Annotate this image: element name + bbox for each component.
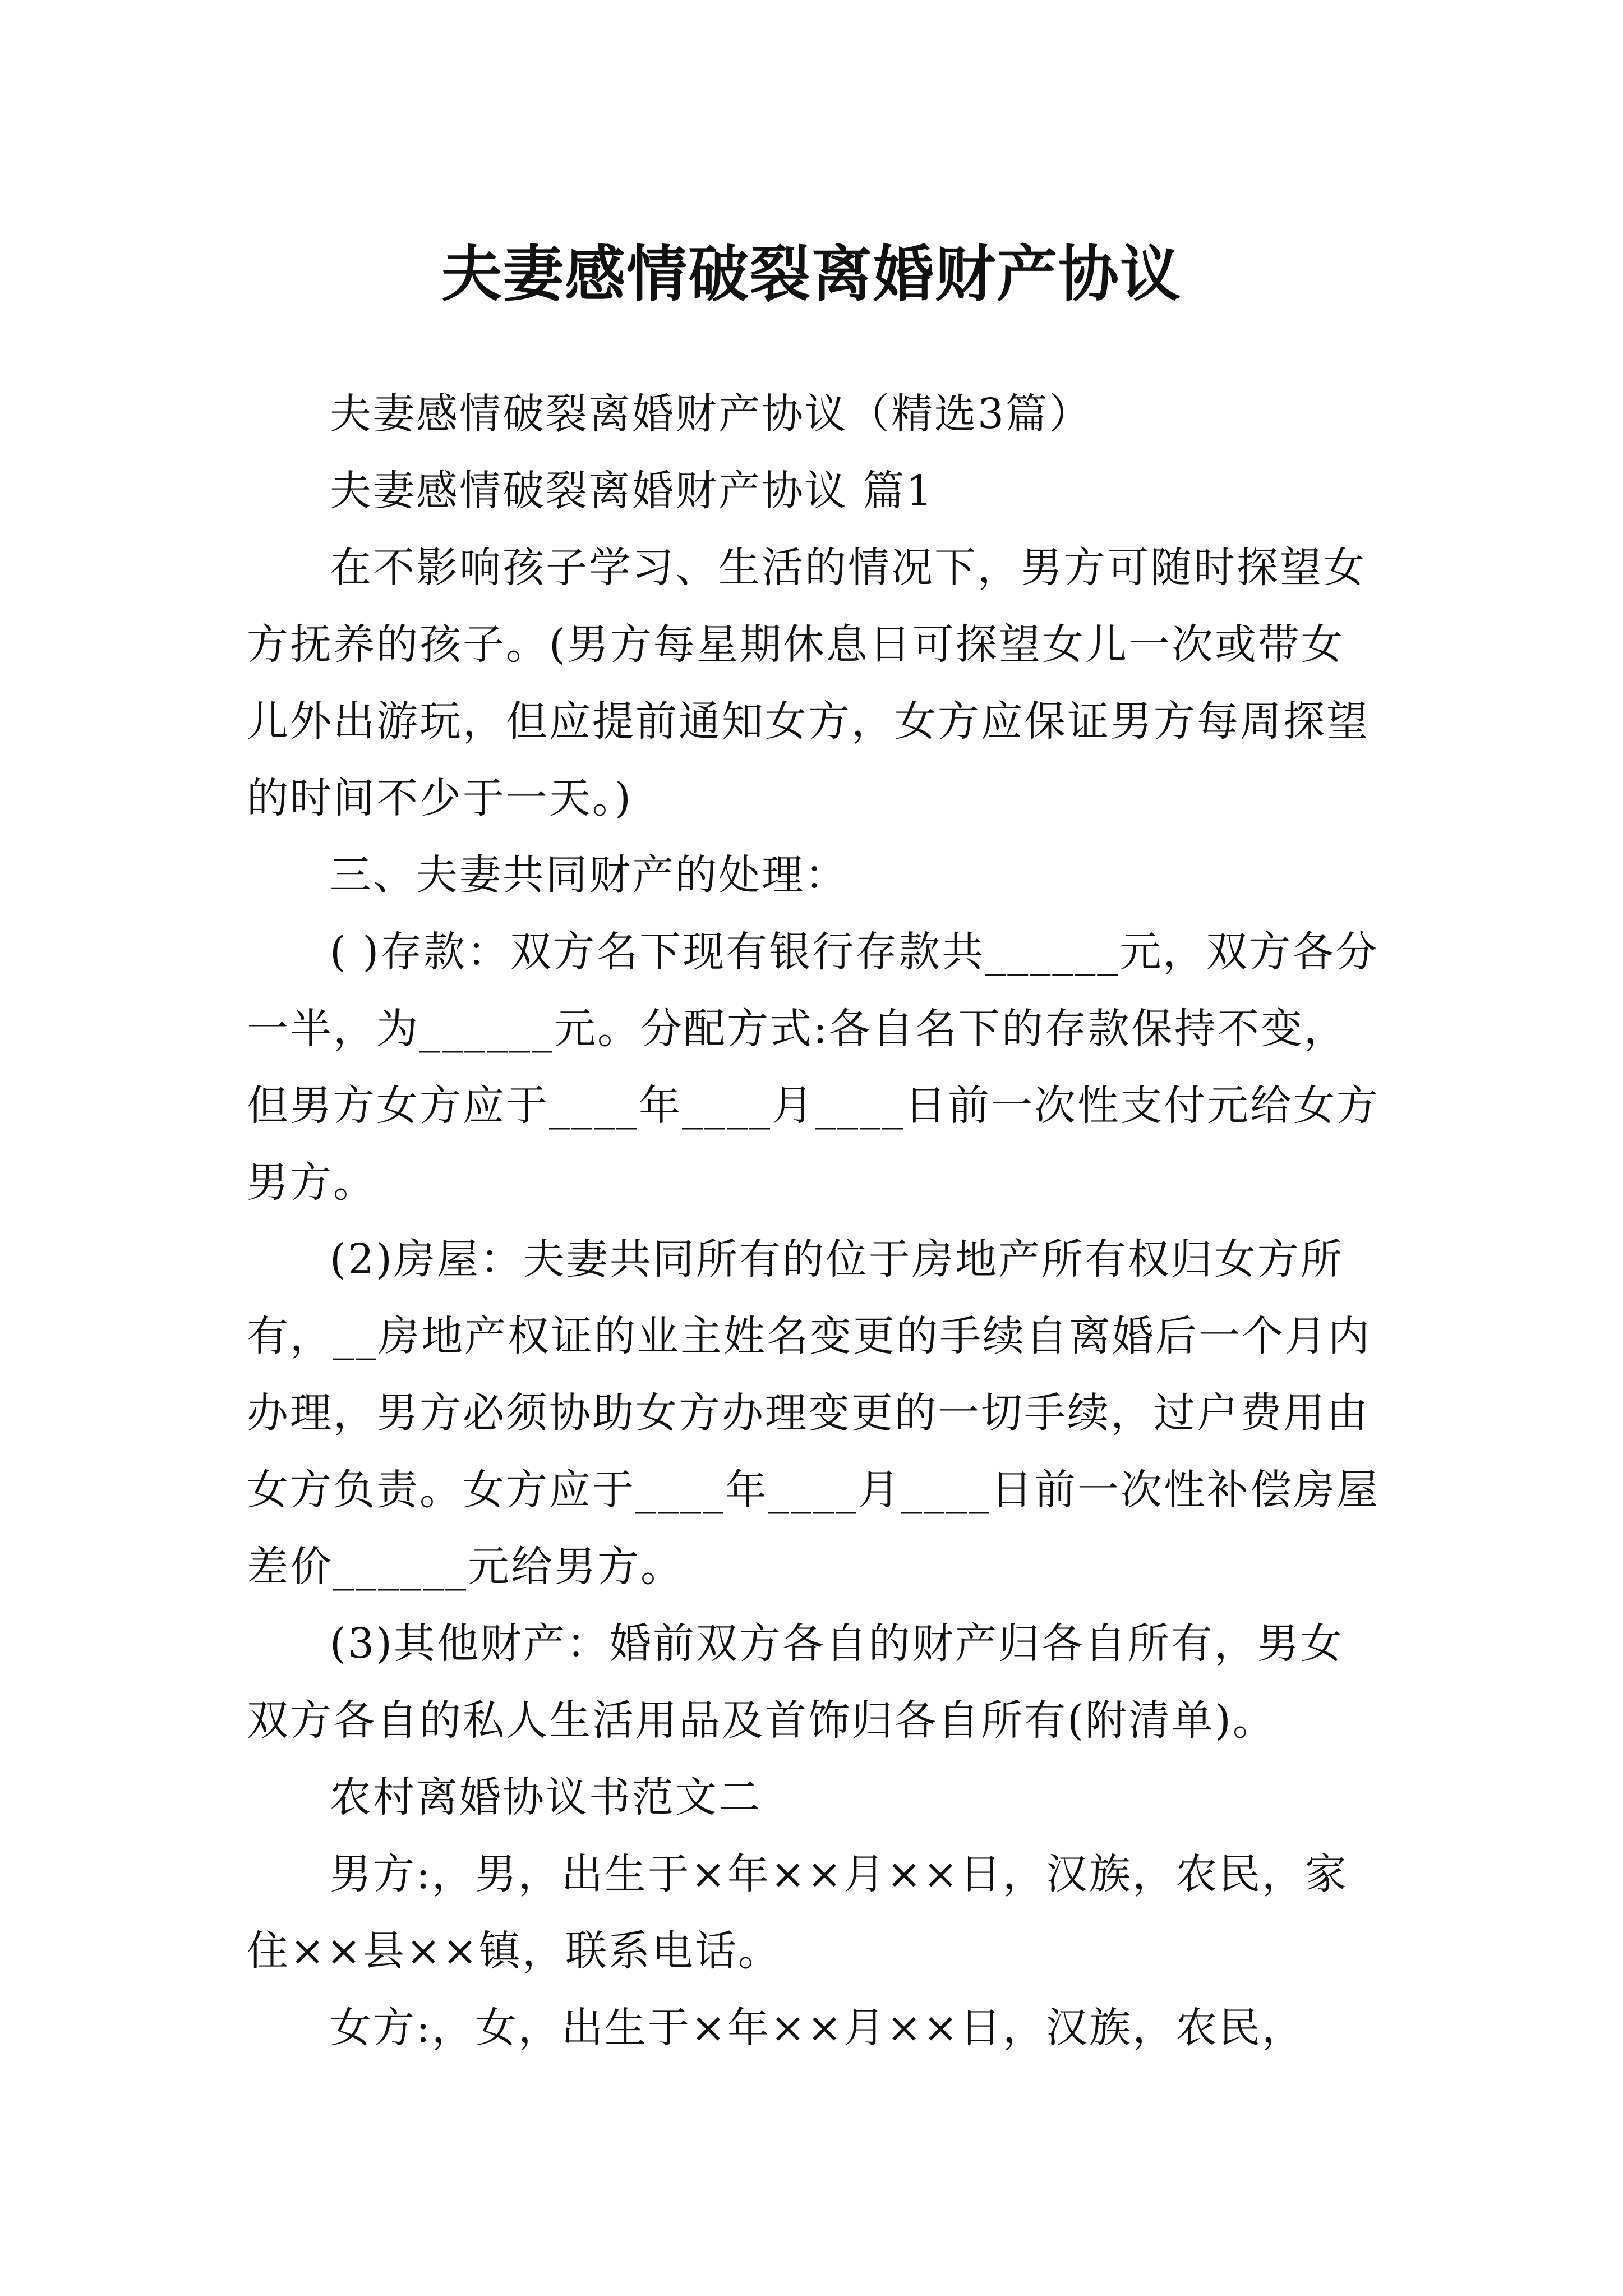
paragraph-visitation: 在不影响孩子学习、生活的情况下，男方可随时探望女方抚养的孩子。(男方每星期休息日可探望女儿一次或带女儿外出游玩，但应提前通知女方，女方应保证男方每周探望的时间不少于一天。) [247,544,1370,822]
paragraph-male-party: 男方:，男，出生于×年××月××日，汉族，农民，家住××县××镇，联系电话。 [247,1850,1348,1975]
paragraph-female-party: 女方:，女，出生于×年××月××日，汉族，农民， [330,2004,1305,2052]
paragraph-sample-two-heading: 农村离婚协议书范文二 [330,1773,762,1821]
paragraph-deposits: ( )存款：双方名下现有银行存款共______元，双方各分一半，为______元。分配方式:各自名下的存款保持不变，但男方女方应于____年____月____日前一次性支付元给女方男方。 [247,928,1380,1207]
paragraph-part-heading: 夫妻感情破裂离婚财产协议 篇1 [330,467,934,515]
paragraph-other-property: (3)其他财产：婚前双方各自的财产归各自所有，男女双方各自的私人生活用品及首饰归各自所有(附清单)。 [247,1619,1344,1745]
document-body [247,376,1385,2067]
paragraph-collection-heading: 夫妻感情破裂离婚财产协议（精选3篇） [330,390,1092,438]
paragraph-house: (2)房屋：夫妻共同所有的位于房地产所有权归女方所有，__房地产权证的业主姓名变更的手续自离婚后一个月内办理，男方必须协助女方办理变更的一切手续，过户费用由女方负责。女方应于____年____月____日前一次性补偿房屋差价______元给男方。 [247,1235,1380,1591]
paragraph-section-three: 三、夫妻共同财产的处理： [330,851,848,899]
document-title: 夫妻感情破裂离婚财产协议 [441,240,1182,310]
